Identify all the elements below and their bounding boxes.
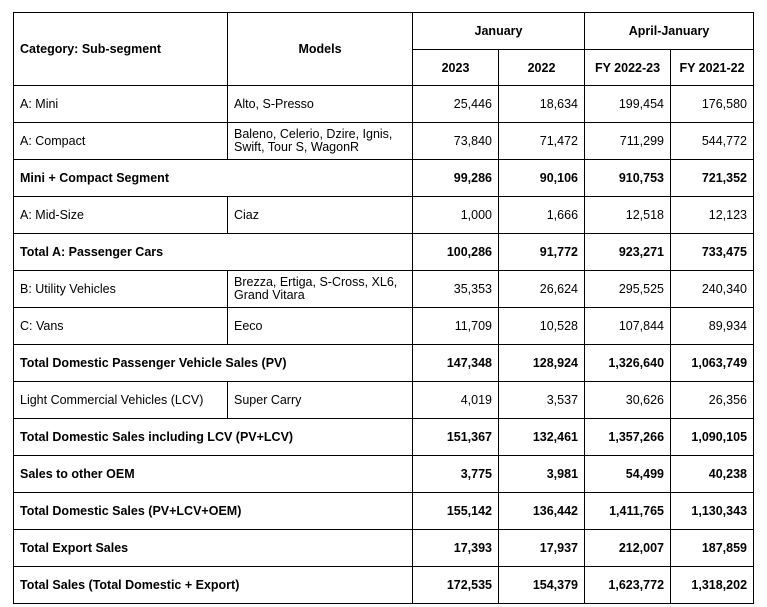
value-cell: 26,624	[499, 271, 585, 308]
table-row	[14, 308, 754, 345]
value-cell: 155,142	[413, 493, 499, 530]
value-cell: 151,367	[413, 419, 499, 456]
value-cell: 136,442	[499, 493, 585, 530]
value-cell: 132,461	[499, 419, 585, 456]
header-col-2022: 2022	[499, 50, 585, 86]
value-cell: 1,326,640	[585, 345, 671, 382]
value-cell: 26,356	[671, 382, 754, 419]
value-cell: 176,580	[671, 86, 754, 123]
models-cell: Alto, S-Presso	[228, 86, 413, 123]
category-cell: Sales to other OEM	[14, 456, 413, 493]
header-category: Category: Sub-segment	[14, 13, 228, 86]
category-cell: Total Sales (Total Domestic + Export)	[14, 567, 413, 604]
value-cell: 1,666	[499, 197, 585, 234]
models-cell: Brezza, Ertiga, S-Cross, XL6, Grand Vitara	[228, 271, 413, 308]
value-cell: 1,000	[413, 197, 499, 234]
table-row	[14, 234, 754, 271]
value-cell: 147,348	[413, 345, 499, 382]
value-cell: 89,934	[671, 308, 754, 345]
value-cell: 3,537	[499, 382, 585, 419]
value-cell: 71,472	[499, 123, 585, 160]
header-col-2023: 2023	[413, 50, 499, 86]
category-cell: Mini + Compact Segment	[14, 160, 413, 197]
category-cell: Total Domestic Sales including LCV (PV+LCV)	[14, 419, 413, 456]
table-row	[14, 86, 754, 123]
value-cell: 10,528	[499, 308, 585, 345]
value-cell: 733,475	[671, 234, 754, 271]
value-cell: 212,007	[585, 530, 671, 567]
value-cell: 54,499	[585, 456, 671, 493]
value-cell: 295,525	[585, 271, 671, 308]
table-row	[14, 567, 754, 604]
category-cell: A: Mini	[14, 86, 228, 123]
value-cell: 1,130,343	[671, 493, 754, 530]
table-row	[14, 456, 754, 493]
models-cell: Super Carry	[228, 382, 413, 419]
category-cell: B: Utility Vehicles	[14, 271, 228, 308]
category-cell: A: Mid-Size	[14, 197, 228, 234]
header-col-fy2122: FY 2021-22	[671, 50, 754, 86]
header-col-fy2223: FY 2022-23	[585, 50, 671, 86]
table-row	[14, 123, 754, 160]
table-row	[14, 345, 754, 382]
table-row	[14, 530, 754, 567]
value-cell: 1,063,749	[671, 345, 754, 382]
value-cell: 1,623,772	[585, 567, 671, 604]
header-group-january: January	[413, 13, 585, 50]
value-cell: 187,859	[671, 530, 754, 567]
value-cell: 99,286	[413, 160, 499, 197]
value-cell: 923,271	[585, 234, 671, 271]
value-cell: 721,352	[671, 160, 754, 197]
value-cell: 3,775	[413, 456, 499, 493]
table-row	[14, 271, 754, 308]
value-cell: 73,840	[413, 123, 499, 160]
value-cell: 1,411,765	[585, 493, 671, 530]
value-cell: 544,772	[671, 123, 754, 160]
table-row	[14, 419, 754, 456]
sales-table	[13, 12, 754, 604]
category-cell: Total Export Sales	[14, 530, 413, 567]
value-cell: 107,844	[585, 308, 671, 345]
category-cell: Total Domestic Sales (PV+LCV+OEM)	[14, 493, 413, 530]
value-cell: 128,924	[499, 345, 585, 382]
value-cell: 3,981	[499, 456, 585, 493]
models-cell: Eeco	[228, 308, 413, 345]
table-row	[14, 197, 754, 234]
models-cell: Ciaz	[228, 197, 413, 234]
value-cell: 90,106	[499, 160, 585, 197]
value-cell: 12,518	[585, 197, 671, 234]
category-cell: A: Compact	[14, 123, 228, 160]
value-cell: 1,318,202	[671, 567, 754, 604]
value-cell: 4,019	[413, 382, 499, 419]
value-cell: 11,709	[413, 308, 499, 345]
category-cell: Total A: Passenger Cars	[14, 234, 413, 271]
value-cell: 35,353	[413, 271, 499, 308]
value-cell: 100,286	[413, 234, 499, 271]
value-cell: 17,937	[499, 530, 585, 567]
value-cell: 30,626	[585, 382, 671, 419]
header-group-april-january: April-January	[585, 13, 754, 50]
value-cell: 240,340	[671, 271, 754, 308]
value-cell: 18,634	[499, 86, 585, 123]
category-cell: C: Vans	[14, 308, 228, 345]
value-cell: 154,379	[499, 567, 585, 604]
value-cell: 1,357,266	[585, 419, 671, 456]
category-cell: Total Domestic Passenger Vehicle Sales (PV)	[14, 345, 413, 382]
models-cell: Baleno, Celerio, Dzire, Ignis, Swift, Tour S, WagonR	[228, 123, 413, 160]
value-cell: 711,299	[585, 123, 671, 160]
table-row	[14, 160, 754, 197]
table-row	[14, 493, 754, 530]
category-cell: Light Commercial Vehicles (LCV)	[14, 382, 228, 419]
value-cell: 25,446	[413, 86, 499, 123]
value-cell: 1,090,105	[671, 419, 754, 456]
value-cell: 172,535	[413, 567, 499, 604]
table-row	[14, 382, 754, 419]
value-cell: 40,238	[671, 456, 754, 493]
value-cell: 17,393	[413, 530, 499, 567]
header-models: Models	[228, 13, 413, 86]
value-cell: 91,772	[499, 234, 585, 271]
value-cell: 199,454	[585, 86, 671, 123]
value-cell: 12,123	[671, 197, 754, 234]
value-cell: 910,753	[585, 160, 671, 197]
